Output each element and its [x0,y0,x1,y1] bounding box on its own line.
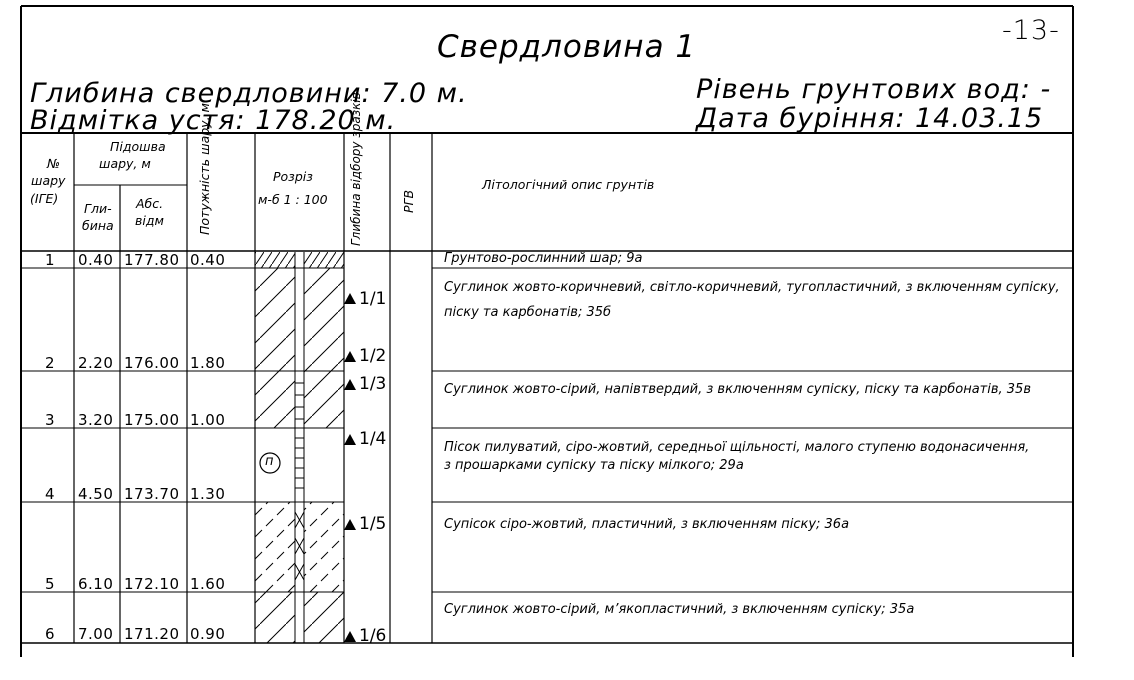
layer-description: Суглинок жовто-коричневий, світло-коричневий, тугопластичний, з включенням супіску, [444,280,1060,295]
layer-no: 3 [45,411,56,429]
layer-thickness: 1.60 [190,575,226,593]
layer-description: піску та карбонатів; 35б [444,305,612,320]
header-abs-elevation: відм [135,213,164,228]
header-section-scale: м-б 1 : 100 [258,192,328,207]
drilling-date: Дата буріння: 14.03.15 [696,103,1044,134]
sample-label: 1/6 [359,626,387,646]
header-lithology: Літологічний опис грунтів [482,177,655,192]
header-abs-elevation: Абс. [136,196,164,211]
groundwater-level: Рівень грунтових вод: - [696,74,1052,105]
header-depth: Гли- [84,201,112,216]
layer-description: Супісок сіро-жовтий, пластичний, з включенням піску; 36а [444,517,850,532]
layer-thickness: 1.30 [190,485,226,503]
header-layer-base: Підошва [110,139,166,154]
sample-label: 1/1 [359,289,387,309]
layer-thickness: 1.00 [190,411,226,429]
header-layer-no: № [47,156,61,171]
mouth-elevation: Відмітка устя: 178.20 м. [30,105,397,136]
layer-thickness: 1.80 [190,354,226,372]
layer-description: Грунтово-рослинний шар; 9а [444,251,643,266]
header-layer-no: (ІГЕ) [30,191,59,206]
sample-triangle-icon [344,379,356,390]
layer-no: 1 [45,251,56,269]
sample-markers [344,293,356,642]
sample-label: 1/3 [359,374,387,394]
layer-depth: 2.20 [78,354,114,372]
layer-abs: 171.20 [124,625,180,643]
header-layer-no: шару [31,173,66,188]
layer-description: з прошарками супіску та піску мілкого; 29а [444,458,744,473]
layer-depth: 4.50 [78,485,114,503]
layer-abs: 172.10 [124,575,180,593]
header-sampling-depth: Глибина відбору зразків [349,92,363,246]
borehole-depth: Глибина свердловини: 7.0 м. [30,78,468,109]
layer-depth: 6.10 [78,575,114,593]
layer-no: 2 [45,354,56,372]
layer-thickness: 0.90 [190,625,226,643]
sample-triangle-icon [344,293,356,304]
sample-triangle-icon [344,631,356,642]
layer-no: 5 [45,575,56,593]
layer-no: 6 [45,625,56,643]
page-number: -13- [1002,15,1060,46]
layer-description: Суглинок жовто-сірий, напівтвердий, з включенням супіску, піску та карбонатів, 35в [444,382,1031,397]
layer-description: Суглинок жовто-сірий, м’якопластичний, з включенням супіску; 35а [444,602,915,617]
header-thickness: Потужність шару, м [197,103,212,235]
header-layer-base: шару, м [99,156,151,171]
layer-description: Пісок пилуватий, сіро-жовтий, середньої щільності, малого ступеню водонасичення, [444,440,1030,455]
sand-symbol-label: п [265,454,274,469]
layer-no: 4 [45,485,56,503]
layer-abs: 175.00 [124,411,180,429]
layer-abs: 173.70 [124,485,180,503]
layer-thickness: 0.40 [190,251,226,269]
layer-abs: 177.80 [124,251,180,269]
sample-label: 1/4 [359,429,387,449]
header-section: Розріз [273,169,313,184]
page-title: Свердловина 1 [437,29,697,65]
layer-depth: 0.40 [78,251,114,269]
layer-abs: 176.00 [124,354,180,372]
sample-triangle-icon [344,519,356,530]
layer-depth: 3.20 [78,411,114,429]
sample-triangle-icon [344,434,356,445]
header-rgv: РГВ [401,189,416,213]
sample-triangle-icon [344,351,356,362]
header-depth: бина [82,218,114,233]
sample-label: 1/2 [359,346,387,366]
sample-label: 1/5 [359,514,387,534]
layer-depth: 7.00 [78,625,114,643]
